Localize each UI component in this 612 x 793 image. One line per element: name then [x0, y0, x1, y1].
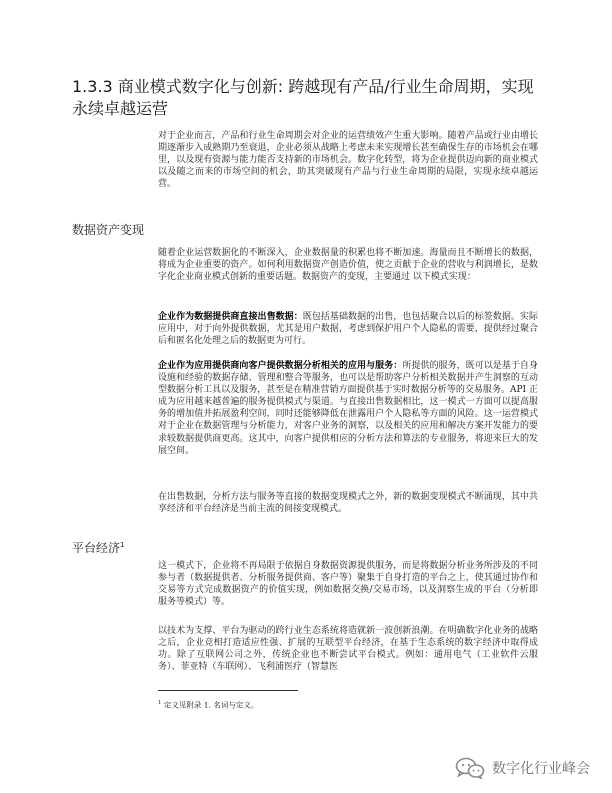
heading-footnote-mark: 1 [120, 541, 125, 549]
platform-paragraph-2: 以技术为支撑、平台为驱动的跨行业生态系统将造就新一波创新浪潮。在明确数字化业务的战略之后，企业竞相打造适应性强、扩展的互联型平台经济，在基于生态系统的数字经济中取得成功。除了互联网公司之外，传统企业也不断尝试平台模式。例如：通用电气（工业软件云服务）、菲亚特（车联网）、飞利浦医疗（智慧医 [158, 626, 538, 673]
wechat-icon [455, 757, 485, 779]
footnote [158, 698, 258, 711]
data-assets-paragraph-1: 随着企业运营数据化的不断深入，企业数据量的积累也将不断加速。海量而且不断增长的数据，将成为企业重要的资产。如何利用数据资产创造价值，使之贡献于企业的营收与利润增长，是数字化企业商业模式创新的重要话题。数据资产的变现，主要通过 以下模式实现： [158, 248, 538, 283]
heading-data-assets: 数据资产变现 [72, 223, 145, 237]
section-title-line-1: 1.3.3 商业模式数字化与创新: 跨越现有产品/行业生命周期，实现 [72, 77, 534, 96]
intro-paragraph: 对于企业而言，产品和行业生命周期会对企业的运营绩效产生重大影响。随着产品或行业由增长期逐渐步入成熟期乃至衰退，企业必须从战略上考虑未来实现增长甚至确保生存的市场机会在哪里，以及现有资源与能力能否支持新的市场机会。数字化转型，将为企业提供迈向新的商业模式以及随之而来的市场空间的机会，助其突破现有产品与行业生命周期的局限，实现永续卓越运营。 [158, 131, 538, 190]
watermark [455, 756, 590, 780]
watermark-text: 数字化行业峰会 [492, 761, 590, 777]
data-assets-paragraph-2 [158, 311, 538, 347]
data-assets-paragraph-2-text: 既包括基础数据的出售，也包括聚合以后的标签数据。实际应用中，对于向外提供数据，尤其是用户数据，考虑到保护用户个人隐私的需要，提供经过聚合后和匿名化处理之后的数据更为可行。 [158, 312, 538, 347]
heading-platform-economy [72, 537, 124, 556]
footnote-divider [158, 690, 298, 691]
data-assets-paragraph-2-bold: 企业作为数据提供商直接出售数据： [158, 312, 303, 322]
data-assets-paragraph-3-bold: 企业作为应用提供商向客户提供数据分析相关的应用与服务： [158, 361, 403, 371]
footnote-text: 定义见附录 1. 名词与定义。 [163, 700, 259, 710]
footnote-mark: 1 [158, 700, 162, 706]
heading-platform-economy-text: 平台经济 [72, 541, 121, 555]
data-assets-paragraph-4: 在出售数据，分析方法与服务等直接的数据变现模式之外，新的数据变现模式不断涌现，其中共享经济和平台经济是当前主流的间接变现模式。 [158, 492, 538, 515]
section-title [72, 76, 562, 120]
data-assets-paragraph-3 [158, 360, 538, 457]
data-assets-paragraph-3-text: 所提供的服务，既可以是基于自身设施和经验的数据存储、管理和整合等服务，也可以是帮助客户分析相关数据并产生洞察的互动型数据分析工具以及服务，甚至是在精准营销方面提供基于实时数据分析等的交易服务。API 正成为应用越来越普遍的服务提供模式与渠道。与直接出售数据相比，这一模式一方面可以提高服务的增加值并拓展盈利空间，同时还能够降低在泄露用户个人隐私等方面的风险。这一运营模式对于企业在数据管理与分析能力，对客户业务的洞察，以及相关的应用和解决方案开发能力的要求较数据提供商更高。这其中，向客户提供相应的分析方法和算法的专业服务，将迎来巨大的发展空间。 [158, 361, 538, 456]
section-title-line-2: 永续卓越运营 [72, 99, 169, 118]
platform-paragraph-1: 这一模式下，企业将不再局限于依据自身数据资源提供服务，而是将数据分析业务所涉及的不同参与者（数据提供者、分析服务提供商、客户等）聚集于自身打造的平台之上，使其通过协作和交易等方式完成数据资产的价值实现，例如数据交换/交易市场，以及洞察生成的平台（分析即服务等模式）等。 [158, 561, 538, 608]
